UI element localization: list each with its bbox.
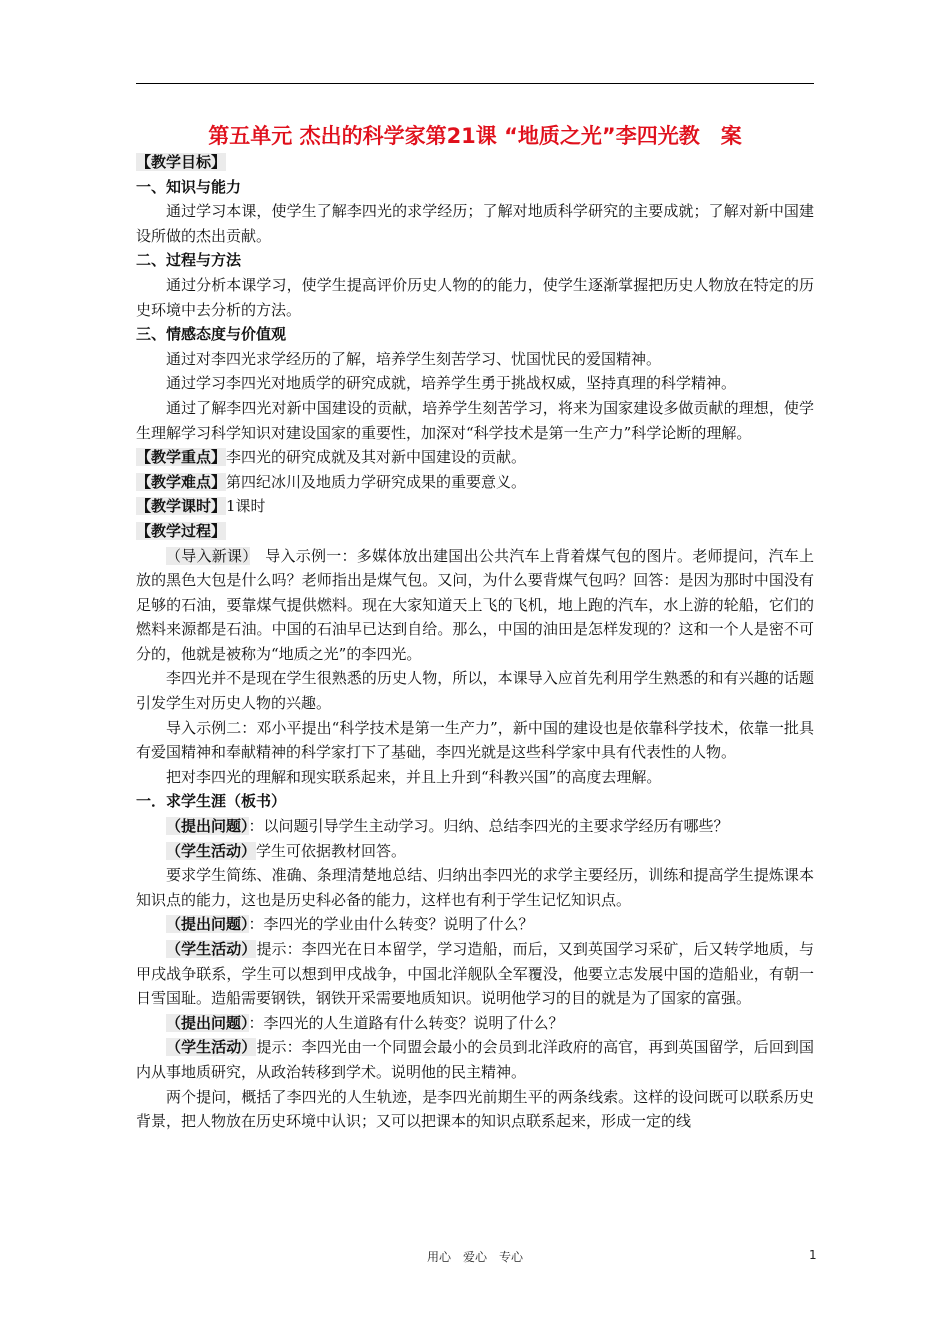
paragraph: 李四光并不是现在学生很熟悉的历史人物，所以，本课导入应首先利用学生熟悉的和有兴趣的话题引发学生对历史人物的兴趣。 [136,669,814,713]
hours-line [136,494,814,519]
question-tag: （提出问题） [166,1013,249,1032]
question-tag: （提出问题） [166,817,249,836]
question-text: ：李四光的人生道路有什么转变？说明了什么？ [248,1013,564,1032]
paragraph: 导入示例二：邓小平提出“科学技术是第一生产力”，新中国的建设也是依靠科学技术，依靠一批具有爱国精神和奉献精神的科学家打下了基础，李四光就是这些科学家中具有代表性的人物。 [136,718,814,762]
difficulty-text: 第四纪冰川及地质力学研究成果的重要意义。 [226,472,527,491]
question-paragraph [136,1011,814,1036]
activity-tag: （学生活动） [166,841,257,860]
paragraph: 通过对李四光求学经历的了解，培养学生刻苦学习、忧国忧民的爱国精神。 [166,349,662,368]
section-heading-knowledge: 一、知识与能力 [136,177,242,196]
intro-tag: （导入新课） [166,546,250,565]
paragraph: 通过了解李四光对新中国建设的贡献，培养学生刻苦学习，将来为国家建设多做贡献的理想，使学生理解学习科学知识对建设国家的重要性，加深对“科学技术是第一生产力”科学论断的理解。 [136,398,814,442]
question-paragraph [136,814,814,839]
question-paragraph [136,912,814,937]
hours-text: 1课时 [226,497,266,516]
difficulty-line [136,470,814,495]
question-tag: （提出问题） [166,915,249,934]
question-text: ：李四光的学业由什么转变？说明了什么？ [248,915,534,934]
process-tag: 【教学过程】 [136,521,227,540]
part-heading-study: 一．求学生涯（板书） [136,792,287,811]
activity-paragraph [136,937,814,1011]
activity-tag: （学生活动） [166,940,257,958]
difficulty-tag: 【教学难点】 [136,472,227,491]
document-body [136,150,814,1134]
paragraph: 通过学习李四光对地质学的研究成就，培养学生勇于挑战权威，坚持真理的科学精神。 [166,374,737,393]
page-number: 1 [809,1248,817,1262]
activity-text: 提示：李四光由一个同盟会最小的会员到北洋政府的高官，再到英国留学，后回到国内从事地质研究，从政治转移到学术。说明他的民主精神。 [136,1038,814,1081]
section-heading-attitude: 三、情感态度与价值观 [136,325,287,344]
goals-tag: 【教学目标】 [136,153,227,171]
paragraph: 要求学生简练、准确、条理清楚地总结、归纳出李四光的求学主要经历，训练和提高学生提炼课本知识点的能力，这也是历史科必备的能力，这样也有利于学生记忆知识点。 [136,866,814,909]
activity-tag: （学生活动） [166,1038,257,1057]
key-point-text: 李四光的研究成就及其对新中国建设的贡献。 [226,448,527,467]
key-point-tag: 【教学重点】 [136,448,227,467]
paragraph: 两个提问，概括了李四光的人生轨迹，是李四光前期生平的两条线索。这样的设问既可以联系历史背景，把人物放在历史环境中认识；又可以把课本的知识点联系起来，形成一定的线 [136,1087,814,1131]
paragraph: 把对李四光的理解和现实联系起来，并且上升到“科教兴国”的高度去理解。 [166,767,662,786]
activity-text: 学生可依据教材回答。 [256,841,407,860]
key-point-line [136,445,814,470]
page-title: 第五单元 杰出的科学家第21课 “地质之光”李四光教 案 [208,124,742,148]
activity-paragraph [136,839,814,864]
question-text: ：以问题引导学生主动学习。归纳、总结李四光的主要求学经历有哪些？ [248,817,729,836]
paragraph: 通过学习本课，使学生了解李四光的求学经历；了解对地质科学研究的主要成就；了解对新中国建设所做的杰出贡献。 [136,202,814,245]
activity-paragraph [136,1035,814,1084]
intro-text: 导入示例一：多媒体放出建国出公共汽车上背着煤气包的图片。老师提问，汽车上放的黑色大包是什么吗？老师指出是煤气包。又问，为什么要背煤气包吗？回答：是因为那时中国没有足够的石油，要靠煤气提供燃料。现在大家知道天上飞的飞机，地上跑的汽车，水上游的轮船，它们的燃料来源都是石油。中国的石油早已达到自给。那么，中国的油田是怎样发现的？这和一个人是密不可分的，他就是被称为“地质之光”的李四光。 [136,546,814,663]
hours-tag: 【教学课时】 [136,497,227,516]
paragraph: 通过分析本课学习，使学生提高评价历史人物的的能力，使学生逐渐掌握把历史人物放在特定的历史环境中去分析的方法。 [136,275,814,319]
footer-motto: 用心 爱心 专心 [426,1250,523,1264]
activity-text: 提示：李四光在日本留学，学习造船，而后，又到英国学习采矿，后又转学地质，与甲戌战争联系，学生可以想到甲戌战争，中国北洋舰队全军覆没，他要立志发展中国的造船业，有朝一日雪国耻。造船需要钢铁，钢铁开采需要地质知识。说明他学习的目的就是为了国家的富强。 [136,940,814,1008]
intro-paragraph [136,544,814,667]
section-heading-process: 二、过程与方法 [136,251,242,270]
header-rule [136,83,814,84]
